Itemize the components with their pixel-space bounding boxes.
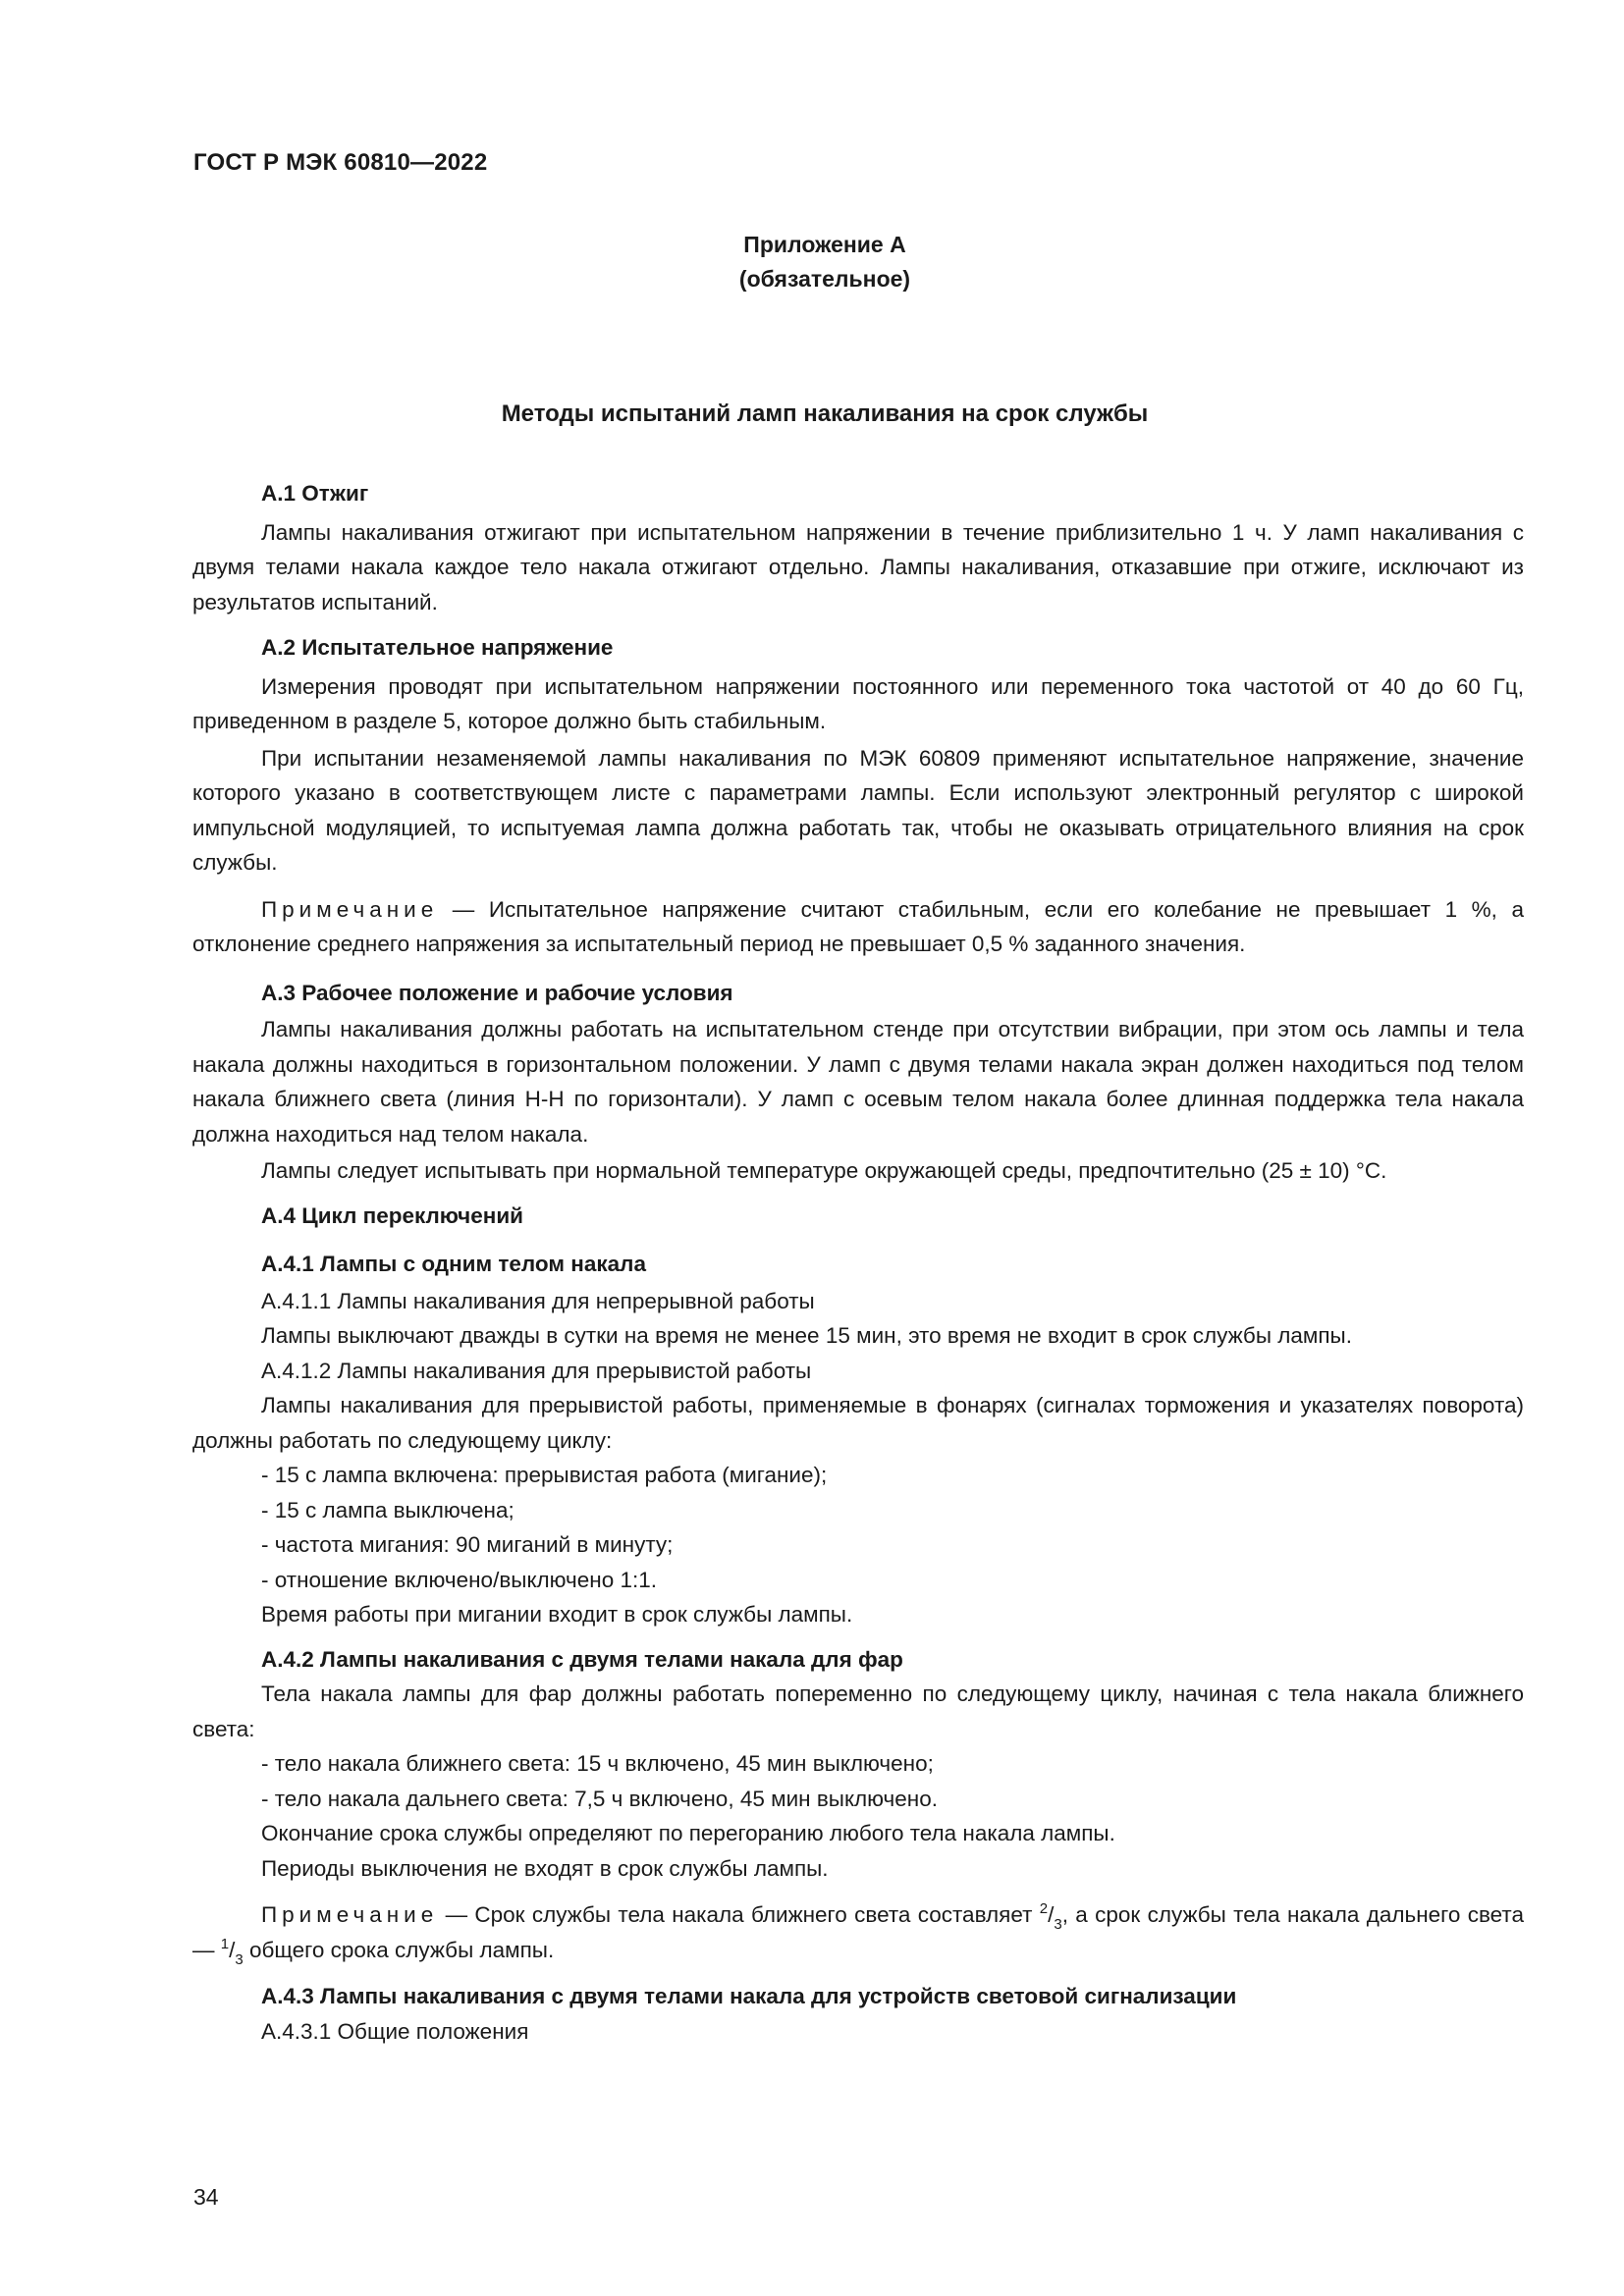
section-a1-text: Лампы накаливания отжигают при испытательном напряжении в течение приблизительно 1 ч. У ламп накаливания с двумя телами накала каждое тело накала отжигают отдельно. Лампы накаливания, отказавшие при отжиге, исключают из результатов испытаний. xyxy=(192,519,1524,614)
section-a2-paragraph-2: При испытании незаменяемой лампы накаливания по МЭК 60809 применяют испытательное напряжение, значение которого указано в соответствующем листе с параметрами лампы. Если используют электронный регулятор с широкой импульсной модуляцией, то испытуемая лампа должна работать так, чтобы не оказывать отрицательного влияния на срок службы. xyxy=(192,745,1524,875)
fraction-denominator: 3 xyxy=(1054,1916,1062,1933)
section-a3-paragraph-2: Лампы следует испытывать при нормальной температуре окружающей среды, предпочтительно (25 ± 10) °С. xyxy=(261,1158,1387,1183)
section-a3-heading: А.3 Рабочее положение и рабочие условия xyxy=(261,980,733,1005)
annex-status: (обязательное) xyxy=(738,266,911,292)
section-a3-paragraph-1: Лампы накаливания должны работать на испытательном стенде при отсутствии вибрации, при этом ось лампы и тела накала должны находиться в горизонтальном положении. У ламп с двумя телами накала экран должен находиться под телом накала ближнего света (линия H-H по горизонтали). У ламп с осевым телом накала более длинная поддержка тела накала должна находиться над телом накала. xyxy=(192,1017,1524,1147)
list-item: - тело накала дальнего света: 7,5 ч включено, 45 мин выключено. xyxy=(261,1786,938,1811)
annex-heading xyxy=(589,228,1060,296)
cycle-list xyxy=(192,1458,1524,1597)
note-text-part-3: общего срока службы лампы. xyxy=(243,1937,555,1962)
document-body xyxy=(192,476,1524,2049)
fraction-numerator: 1 xyxy=(220,1935,230,1952)
list-item: - отношение включено/выключено 1:1. xyxy=(261,1567,658,1592)
section-a412-heading: А.4.1.2 Лампы накаливания для прерывистой работы xyxy=(261,1358,812,1383)
section-a42-off-periods: Периоды выключения не входят в срок службы лампы. xyxy=(261,1855,829,1881)
list-item: - 15 с лампа выключена; xyxy=(261,1497,514,1522)
standard-header: ГОСТ Р МЭК 60810—2022 xyxy=(193,149,488,176)
list-item: - 15 с лампа включена: прерывистая работа (мигание); xyxy=(261,1463,828,1487)
note-text: — Испытательное напряжение считают стабильным, если его колебание не превышает 1 %, а отклонение среднего напряжения за испытательный период не превышает 0,5 % заданного значения. xyxy=(192,896,1524,956)
fraction-numerator: 2 xyxy=(1039,1900,1049,1917)
section-a41-heading: А.4.1 Лампы с одним телом накала xyxy=(261,1252,646,1276)
note-text-part-2: , а срок службы тела накала дальнего света — xyxy=(192,1902,1524,1962)
fraction-denominator: 3 xyxy=(235,1950,244,1968)
section-a412-after: Время работы при мигании входит в срок службы лампы. xyxy=(261,1602,853,1627)
section-a2-note xyxy=(192,892,1524,962)
annex-title: Приложение А xyxy=(743,232,906,257)
section-a431-heading: А.4.3.1 Общие положения xyxy=(261,2018,529,2044)
section-a4-heading: А.4 Цикл переключений xyxy=(261,1202,523,1228)
list-item: - тело накала ближнего света: 15 ч включено, 45 мин выключено; xyxy=(261,1751,934,1776)
section-a411-heading: А.4.1.1 Лампы накаливания для непрерывной работы xyxy=(261,1288,815,1313)
section-a42-heading: А.4.2 Лампы накаливания с двумя телами накала для фар xyxy=(261,1646,903,1672)
section-a42-text: Тела накала лампы для фар должны работать попеременно по следующему циклу, начиная с тела накала ближнего света: xyxy=(192,1682,1524,1741)
section-a42-end-of-life: Окончание срока службы определяют по перегоранию любого тела накала лампы. xyxy=(261,1821,1115,1845)
list-item: - частота мигания: 90 миганий в минуту; xyxy=(261,1532,674,1557)
page-number: 34 xyxy=(193,2184,219,2210)
section-a411-text: Лампы выключают дважды в сутки на время не менее 15 мин, это время не входит в срок службы лампы. xyxy=(261,1323,1352,1348)
note-text-part-1: — Срок службы тела накала ближнего света составляет xyxy=(438,1902,1040,1927)
note-label: Примечание xyxy=(261,896,439,922)
document-title: Методы испытаний ламп накаливания на срок службы xyxy=(501,400,1149,427)
section-a42-note: Примечание — Срок службы тела накала ближнего света составляет $^2/_3$, а срок службы тела накала дальнего света — $^1/_3$ общего срока службы лампы. xyxy=(192,1900,1524,1968)
headlamp-cycle-list xyxy=(192,1746,1524,1816)
section-a1-heading: А.1 Отжиг xyxy=(261,481,369,506)
section-a412-text: Лампы накаливания для прерывистой работы, применяемые в фонарях (сигналах торможения и указателях поворота) должны работать по следующему циклу: xyxy=(192,1393,1524,1453)
note-label: Примечание xyxy=(261,1902,439,1927)
section-a2-paragraph-1: Измерения проводят при испытательном напряжении постоянного или переменного тока частотой от 40 до 60 Гц, приведенном в разделе 5, которое должно быть стабильным. xyxy=(192,673,1524,733)
section-a2-heading: А.2 Испытательное напряжение xyxy=(261,635,614,660)
section-a43-heading: А.4.3 Лампы накаливания с двумя телами накала для устройств световой сигнализации xyxy=(261,1984,1237,2008)
